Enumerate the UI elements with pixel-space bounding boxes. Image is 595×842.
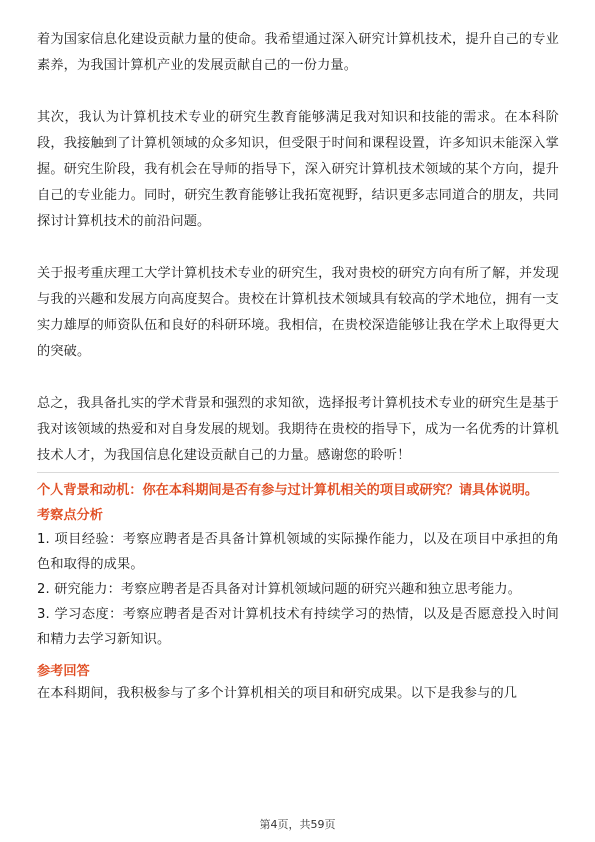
page-content xyxy=(37,27,559,707)
paragraph-gap xyxy=(37,79,559,105)
answer-text: 在本科期间，我积极参与了多个计算机相关的项目和研究成果。以下是我参与的几 xyxy=(37,686,518,701)
interview-question: 个人背景和动机：你在本科期间是否有参与过计算机相关的项目或研究？请具体说明。 xyxy=(37,483,539,498)
paragraph-4: 总之，我具备扎实的学术背景和强烈的求知欲，选择报考计算机技术专业的研究生是基于我对该领域的热爱和对自身发展的规划。我期待在贵校的指导下，成为一名优秀的计算机技术人才，为我国信息化建设贡献自己的力量。感谢您的聆听！ xyxy=(37,396,559,463)
paragraph-2: 其次，我认为计算机技术专业的研究生教育能够满足我对知识和技能的需求。在本科阶段，我接触到了计算机领域的众多知识，但受限于时间和课程设置，许多知识未能深入掌握。研究生阶段，我有机会在导师的指导下，深入研究计算机技术领域的某个方向，提升自己的专业能力。同时，研究生教育能够让我拓宽视野，结识更多志同道合的朋友，共同探讨计算机技术的前沿问题。 xyxy=(37,110,559,229)
page-number-footer: 第4页，共59页 xyxy=(259,818,336,831)
paragraph-gap xyxy=(37,235,559,261)
analysis-item: 3. 学习态度：考察应聘者是否对计算机技术有持续学习的热情，以及是否愿意投入时间和精力去学习新知识。 xyxy=(37,607,559,647)
section-divider xyxy=(37,472,559,473)
answer-heading: 参考回答 xyxy=(37,664,90,679)
analysis-item: 2. 研究能力：考察应聘者是否具备对计算机领域问题的研究兴趣和独立思考能力。 xyxy=(37,582,522,597)
paragraph-3: 关于报考重庆理工大学计算机技术专业的研究生，我对贵校的研究方向有所了解，并发现与我的兴趣和发展方向高度契合。贵校在计算机技术领域具有较高的学术地位，拥有一支实力雄厚的师资队伍和良好的科研环境。我相信，在贵校深造能够让我在学术上取得更大的突破。 xyxy=(37,266,559,359)
analysis-list xyxy=(37,527,559,652)
analysis-heading: 考察点分析 xyxy=(37,508,103,523)
paragraph-gap xyxy=(37,365,559,391)
paragraph-1: 着为国家信息化建设贡献力量的使命。我希望通过深入研究计算机技术，提升自己的专业素养，为我国计算机产业的发展贡献自己的一份力量。 xyxy=(37,32,559,73)
analysis-item: 1. 项目经验：考察应聘者是否具备计算机领域的实际操作能力，以及在项目中承担的角色和取得的成果。 xyxy=(37,532,559,572)
